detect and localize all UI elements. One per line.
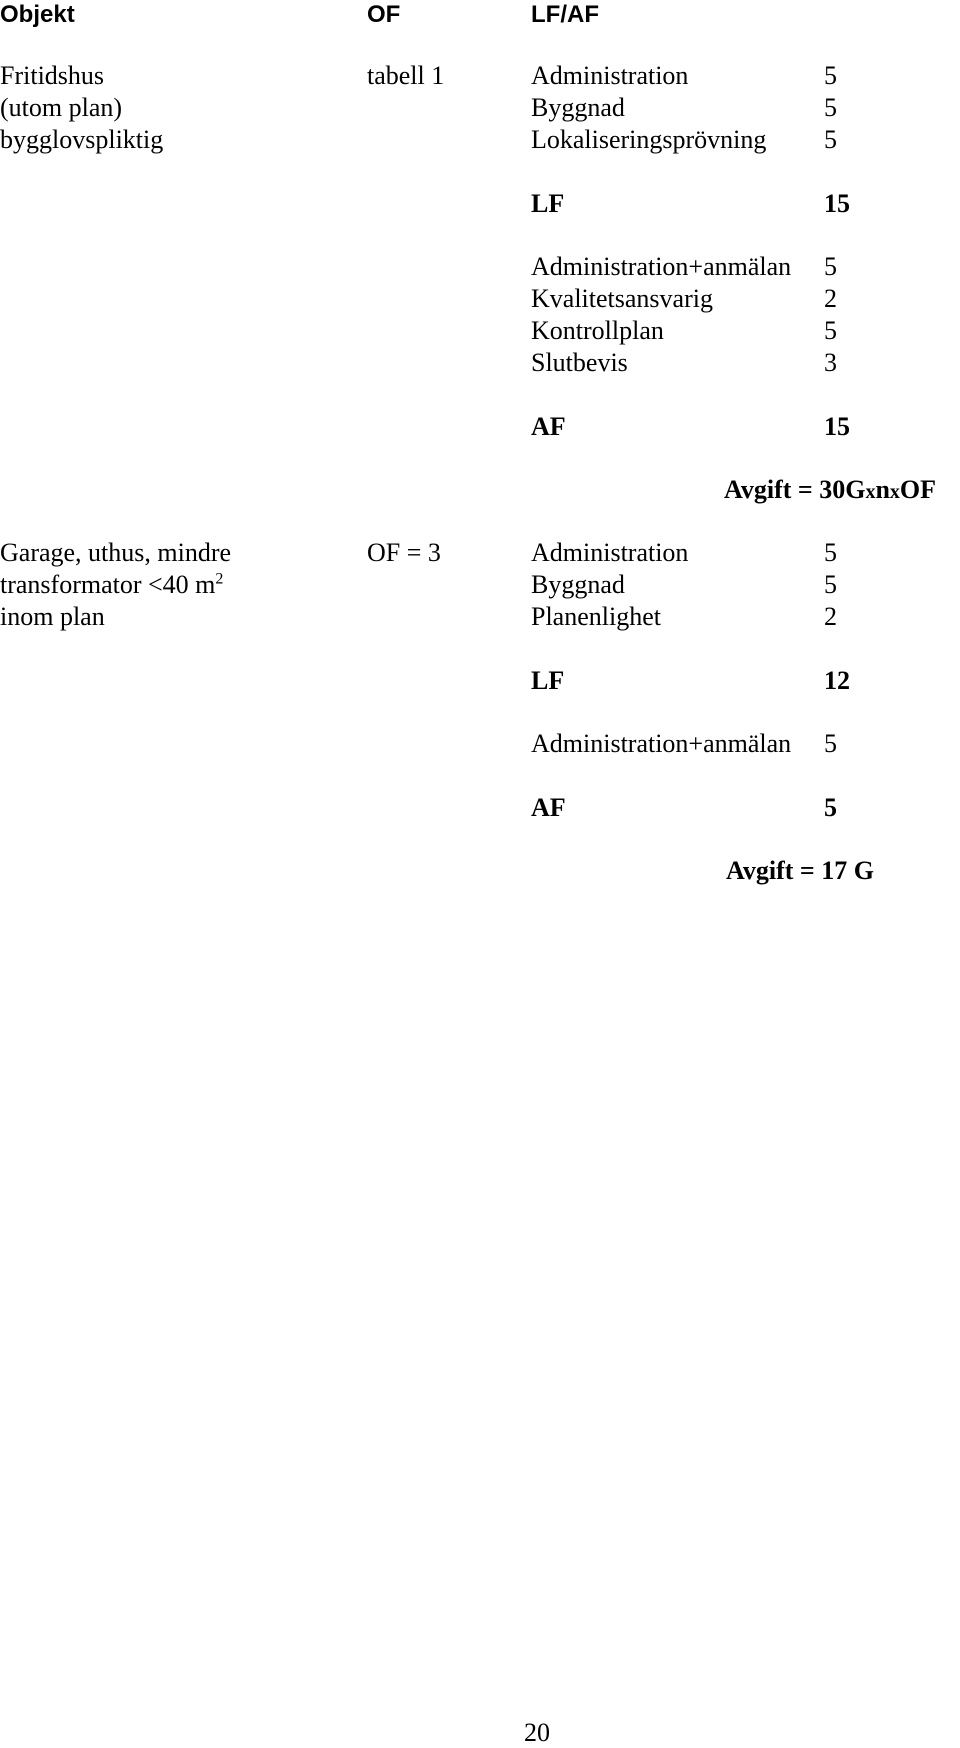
af-total-label: AF — [531, 412, 566, 441]
af-item-label: Kvalitetsansvarig — [531, 284, 713, 313]
column-header-objekt: Objekt — [0, 1, 75, 28]
avgift-suffix: OF — [899, 475, 937, 504]
lf-item-label: Administration — [531, 61, 689, 90]
af-item-value: 5 — [824, 252, 837, 281]
lf-item-label: Planenlighet — [531, 602, 661, 631]
lf-total-value: 15 — [824, 189, 850, 218]
lf-total-label: LF — [531, 189, 565, 218]
avgift-formula — [724, 475, 936, 507]
objekt-line: Fritidshus — [0, 61, 105, 90]
of-value: tabell 1 — [367, 61, 445, 90]
af-item-label: Administration+anmälan — [531, 252, 792, 281]
lf-item-label: Administration — [531, 538, 689, 567]
column-header-of: OF — [367, 1, 401, 28]
lf-total-value: 12 — [824, 666, 850, 695]
superscript-2: 2 — [215, 570, 224, 588]
af-item-value: 5 — [824, 729, 837, 758]
objekt-line — [0, 570, 223, 600]
avgift-prefix: Avgift = 30G — [724, 475, 866, 504]
multiply-sign: x — [865, 481, 876, 503]
objekt-line: Garage, uthus, mindre — [0, 538, 232, 567]
af-item-label: Slutbevis — [531, 348, 628, 377]
lf-item-value: 2 — [824, 602, 837, 631]
avgift-n: n — [875, 475, 890, 504]
af-item-label: Administration+anmälan — [531, 729, 792, 758]
af-item-label: Kontrollplan — [531, 316, 664, 345]
lf-item-label: Lokaliseringsprövning — [531, 125, 767, 154]
objekt-line: inom plan — [0, 602, 105, 631]
af-total-value: 5 — [824, 793, 837, 822]
objekt-line-text: transformator <40 m — [0, 570, 216, 599]
lf-item-label: Byggnad — [531, 570, 625, 599]
af-item-value: 5 — [824, 316, 837, 345]
multiply-sign: x — [889, 481, 900, 503]
page-number: 20 — [524, 1718, 550, 1747]
objekt-line: bygglovspliktig — [0, 125, 164, 154]
lf-item-value: 5 — [824, 538, 837, 567]
lf-item-label: Byggnad — [531, 93, 625, 122]
lf-item-value: 5 — [824, 570, 837, 599]
lf-item-value: 5 — [824, 61, 837, 90]
lf-total-label: LF — [531, 666, 565, 695]
of-value: OF = 3 — [367, 538, 441, 567]
af-item-value: 3 — [824, 348, 837, 377]
af-total-value: 15 — [824, 412, 850, 441]
avgift-formula: Avgift = 17 G — [726, 856, 874, 885]
af-item-value: 2 — [824, 284, 837, 313]
objekt-line: (utom plan) — [0, 93, 123, 122]
af-total-label: AF — [531, 793, 566, 822]
column-header-lfaf: LF/AF — [531, 1, 599, 28]
lf-item-value: 5 — [824, 125, 837, 154]
lf-item-value: 5 — [824, 93, 837, 122]
